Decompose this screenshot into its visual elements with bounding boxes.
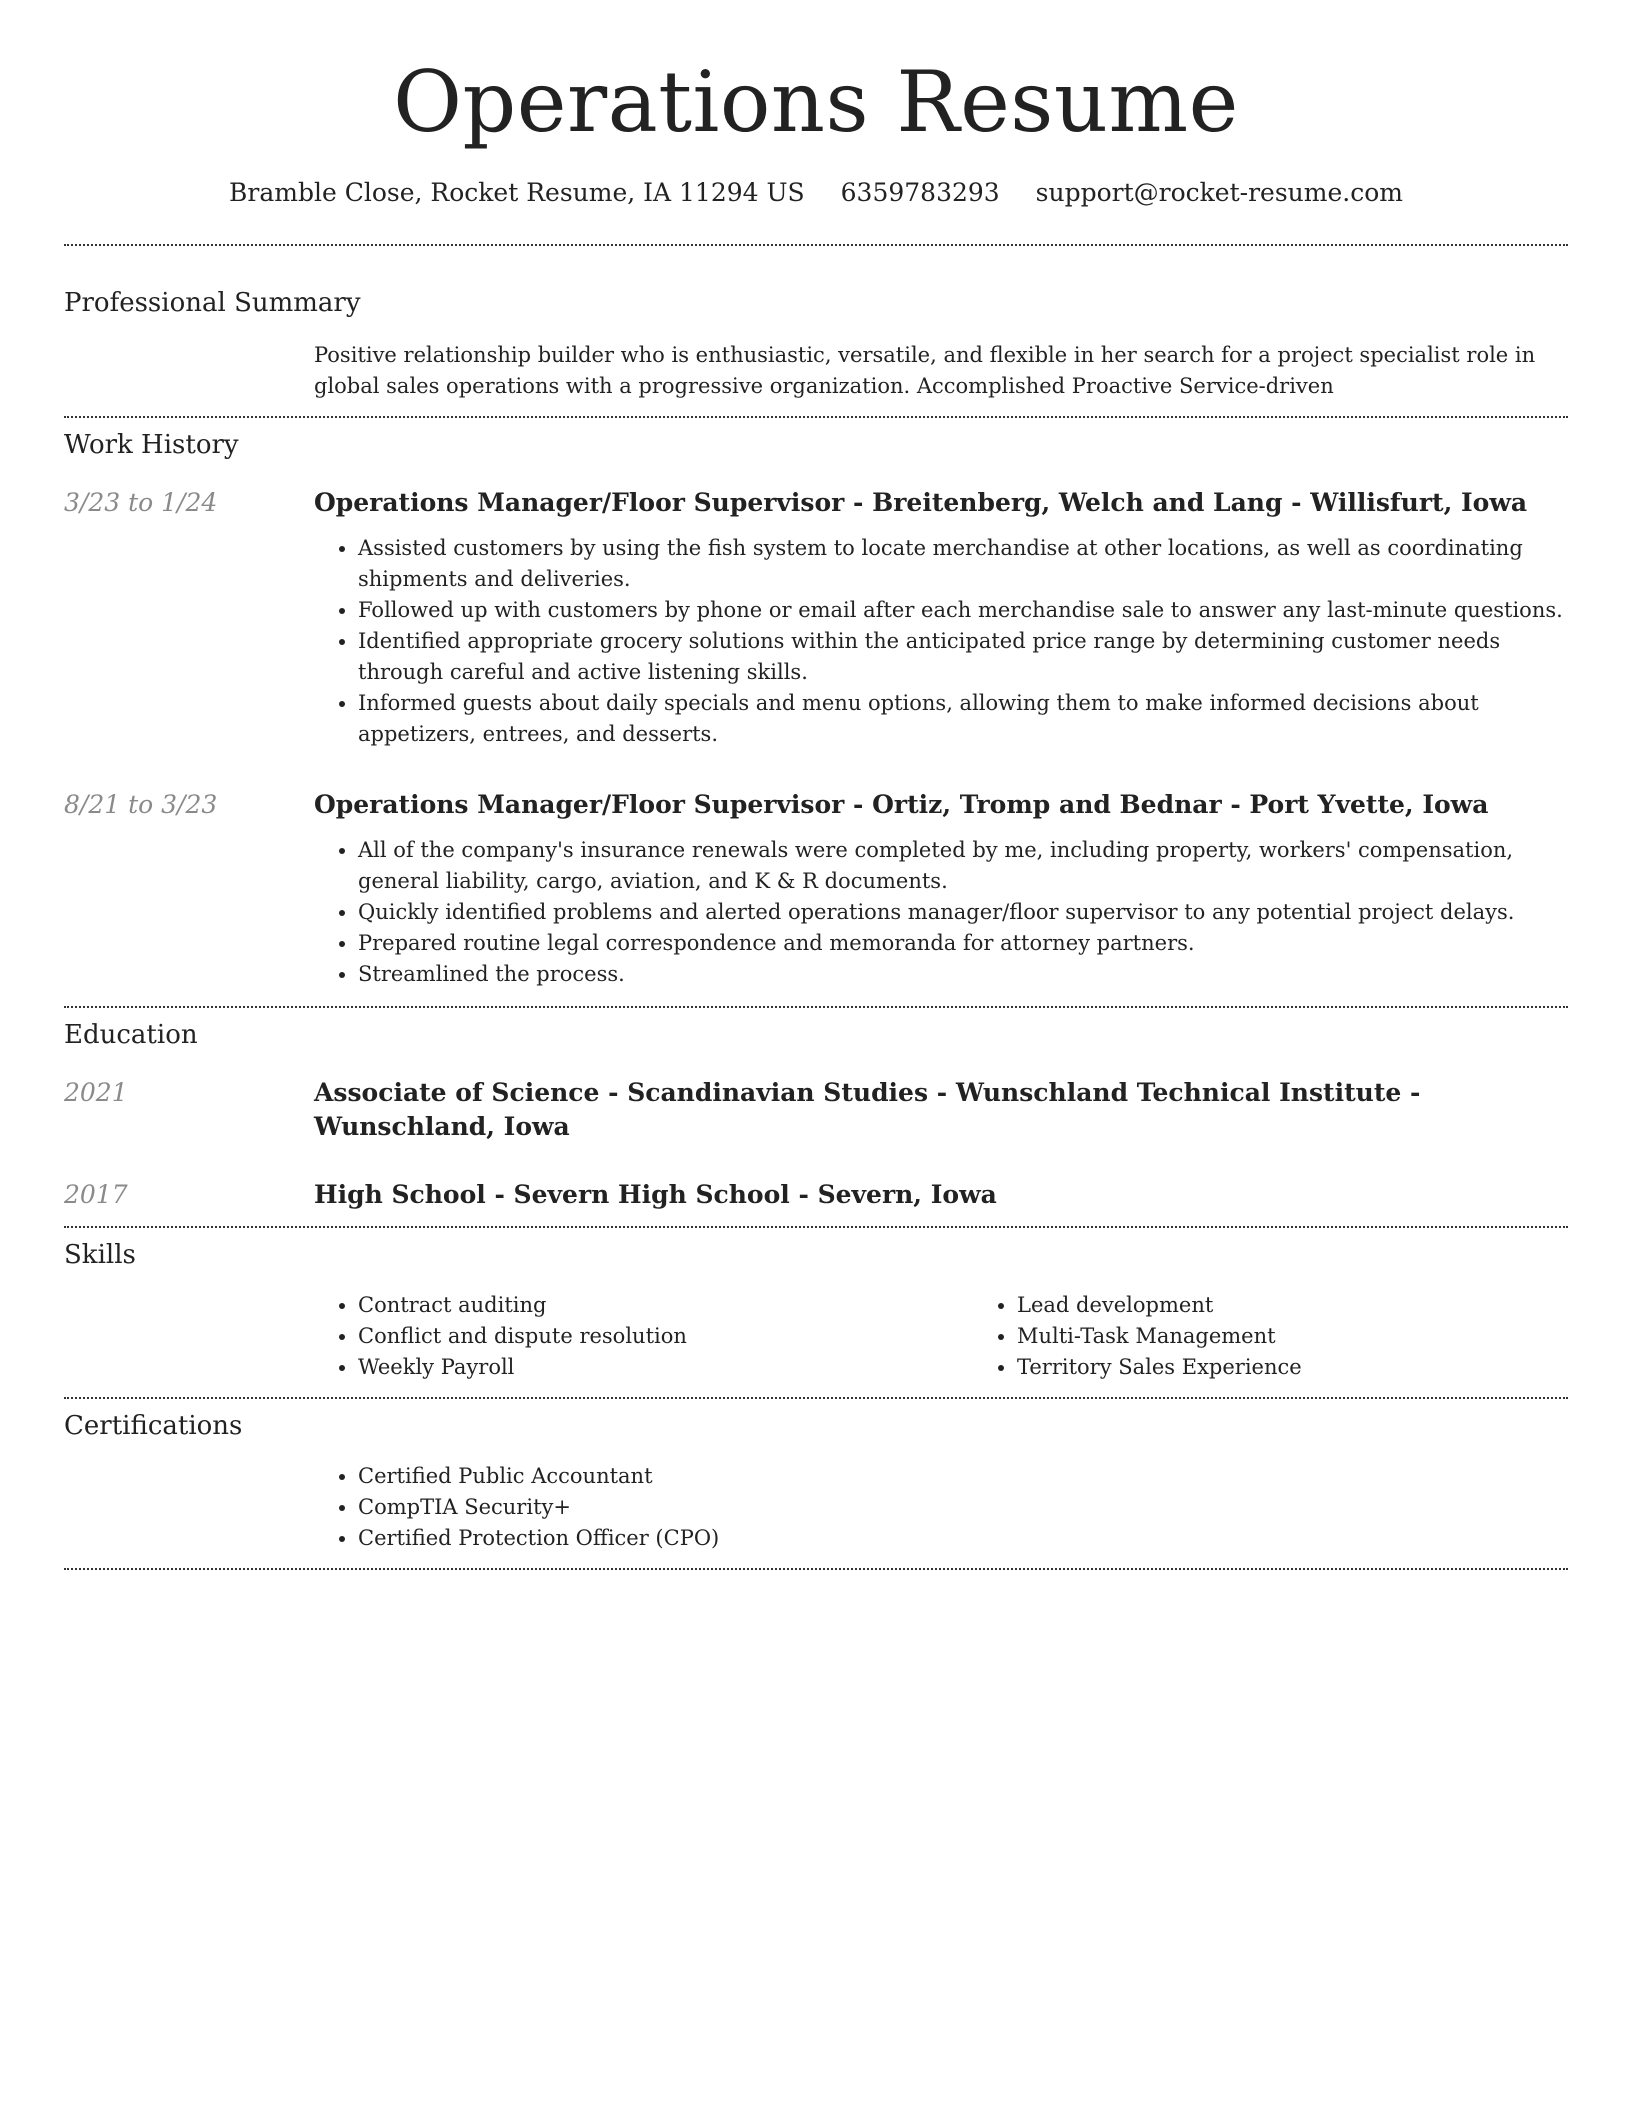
list-item: • CompTIA Security+ <box>358 1492 1568 1523</box>
list-item: • Assisted customers by using the fish system to locate merchandise at other locations, as well as coordinating shipments and deliveries. <box>358 533 1568 595</box>
contact-address: Bramble Close, Rocket Resume, IA 11294 US <box>229 178 805 207</box>
section-divider <box>64 1568 1568 1570</box>
job-dates: 3/23 to 1/24 <box>64 488 218 517</box>
education-entry <box>64 1178 1568 1212</box>
contact-email: support@rocket-resume.com <box>1035 178 1403 207</box>
skills-list-right <box>973 1290 1632 1383</box>
list-item: • Lead development <box>1017 1290 1632 1321</box>
education-title: High School - Severn High School - Severn, Iowa <box>314 1180 997 1209</box>
list-item: • Identified appropriate grocery solutions within the anticipated price range by determining customer needs through careful and active listening skills. <box>358 626 1568 688</box>
list-item: • Conflict and dispute resolution <box>358 1321 973 1352</box>
section-title-education: Education <box>64 1020 198 1050</box>
list-item: • Prepared routine legal correspondence and memoranda for attorney partners. <box>358 928 1568 959</box>
list-item: • Multi-Task Management <box>1017 1321 1632 1352</box>
job-entry <box>64 788 1568 990</box>
education-year: 2021 <box>64 1078 128 1107</box>
job-title: Operations Manager/Floor Supervisor - Breitenberg, Welch and Lang - Willisfurt, Iowa <box>314 488 1528 517</box>
job-dates: 8/21 to 3/23 <box>64 790 218 819</box>
list-item: • Weekly Payroll <box>358 1352 973 1383</box>
list-item: • Followed up with customers by phone or email after each merchandise sale to answer any last-minute questions. <box>358 595 1568 626</box>
education-title: Associate of Science - Scandinavian Studies - Wunschland Technical Institute - Wunschland, Iowa <box>314 1078 1421 1141</box>
resume-title: Operations Resume <box>393 53 1239 151</box>
certifications-section <box>64 1399 1568 1554</box>
list-item: • Territory Sales Experience <box>1017 1352 1632 1383</box>
education-entry <box>64 1076 1568 1144</box>
section-title-work-history: Work History <box>64 430 239 460</box>
contact-phone: 6359783293 <box>840 178 1000 207</box>
list-item: • Quickly identified problems and alerted operations manager/floor supervisor to any potential project delays. <box>358 897 1568 928</box>
section-title-certifications: Certifications <box>64 1411 243 1441</box>
skills-list-left <box>314 1290 973 1383</box>
section-title-skills: Skills <box>64 1240 136 1270</box>
job-title: Operations Manager/Floor Supervisor - Ortiz, Tromp and Bednar - Port Yvette, Iowa <box>314 790 1489 819</box>
certifications-list <box>314 1461 1568 1554</box>
list-item: • Streamlined the process. <box>358 959 1568 990</box>
education-section <box>64 1008 1568 1212</box>
summary-section <box>64 246 1568 402</box>
education-year: 2017 <box>64 1180 128 1209</box>
contact-line <box>64 176 1568 210</box>
list-item: • Informed guests about daily specials and menu options, allowing them to make informed decisions about appetizers, entrees, and desserts. <box>358 688 1568 750</box>
job-bullets <box>314 835 1568 990</box>
work-history-section <box>64 418 1568 990</box>
job-bullets <box>314 533 1568 750</box>
job-entry <box>64 486 1568 750</box>
list-item: • Certified Protection Officer (CPO) <box>358 1523 1568 1554</box>
skills-section <box>64 1228 1568 1383</box>
summary-text: Positive relationship builder who is enthusiastic, versatile, and flexible in her search for a project specialist role in global sales operations with a progressive organization. Accomplished Proactive Service-driven <box>314 343 1536 398</box>
list-item: • Contract auditing <box>358 1290 973 1321</box>
list-item: • All of the company's insurance renewals were completed by me, including property, workers' compensation, general liability, cargo, aviation, and K & R documents. <box>358 835 1568 897</box>
section-title-summary: Professional Summary <box>64 288 361 318</box>
list-item: • Certified Public Accountant <box>358 1461 1568 1492</box>
